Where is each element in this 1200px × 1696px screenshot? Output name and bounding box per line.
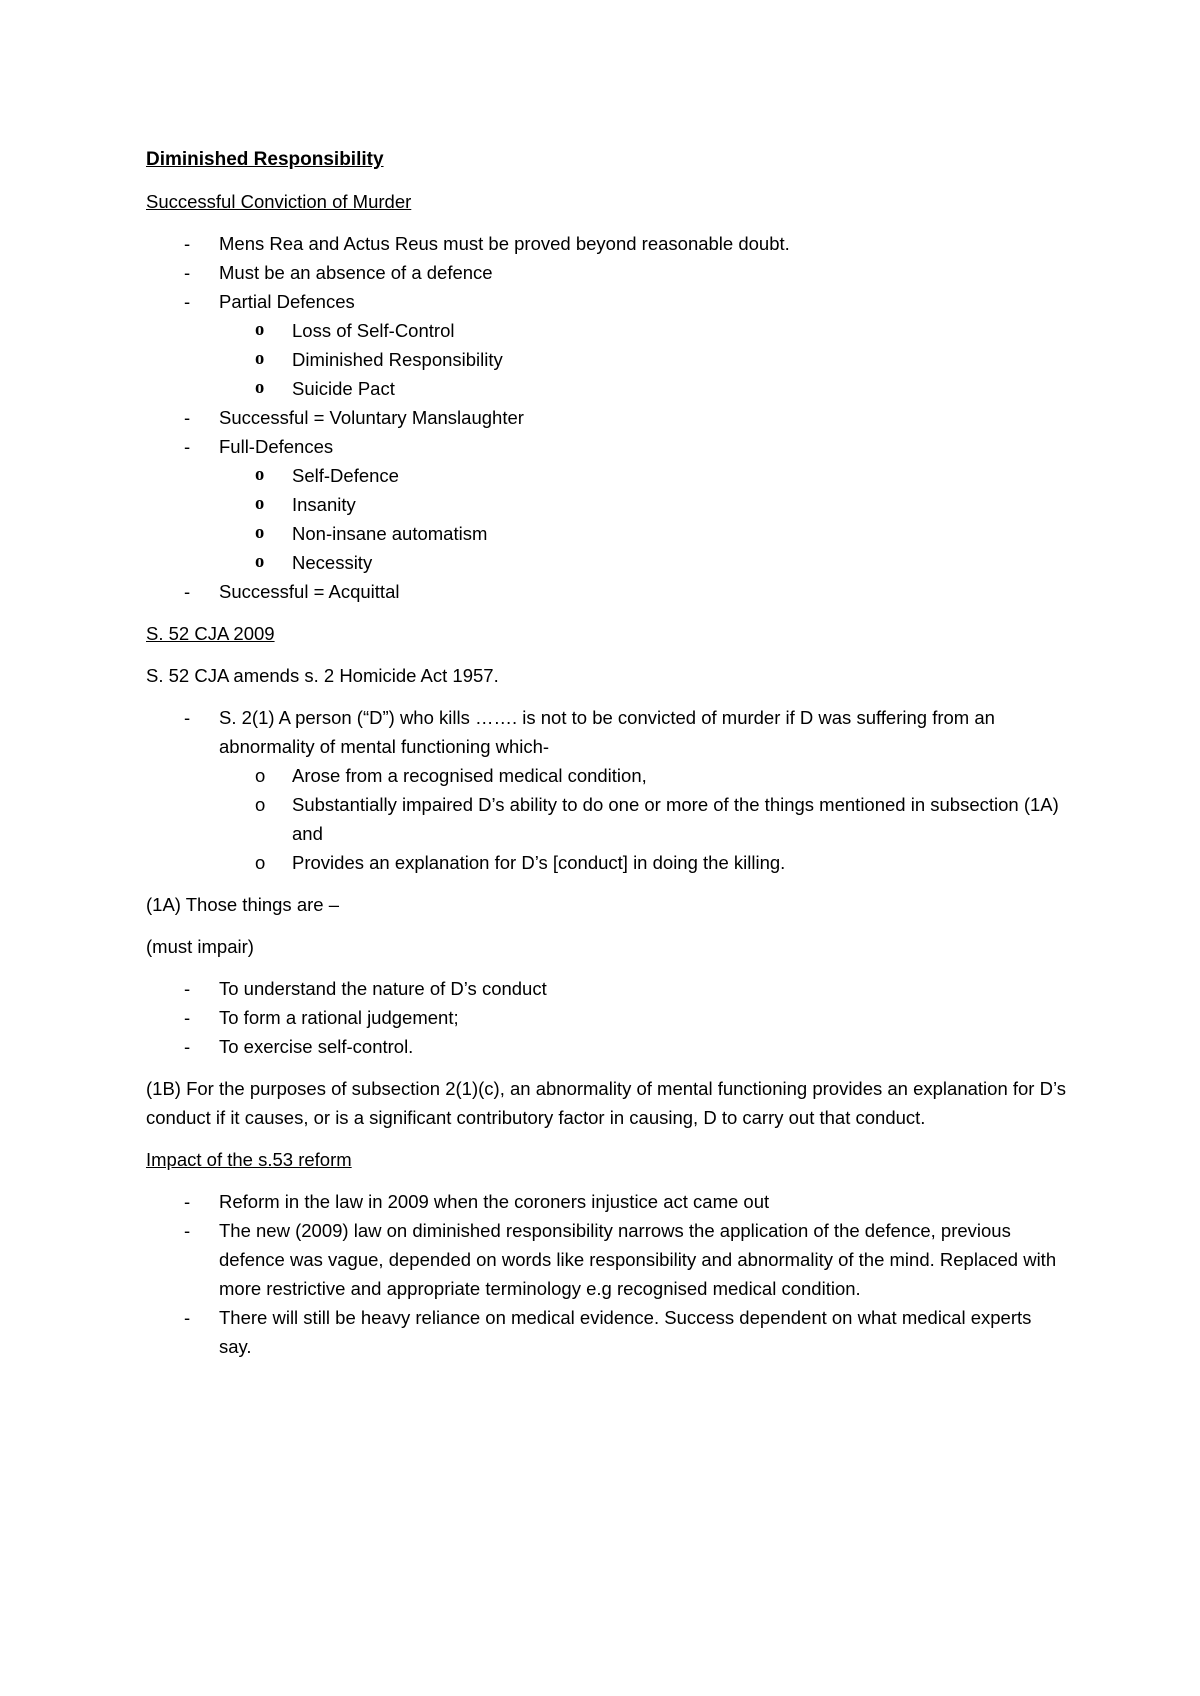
circle-bullet: o <box>255 320 265 340</box>
must-impair-text: (must impair) <box>146 936 254 957</box>
dash-bullet: - <box>184 707 191 728</box>
circle-bullet: o <box>255 465 265 485</box>
list-item <box>146 577 1066 606</box>
list-item <box>146 703 1066 877</box>
dash-bullet: - <box>184 1036 191 1057</box>
circle-bullet: o <box>255 378 265 398</box>
dash-bullet: - <box>184 1007 191 1028</box>
conditions-list <box>219 761 1066 877</box>
circle-bullet: o <box>255 794 266 815</box>
sub-list-item <box>219 490 1066 519</box>
list-item-text: To exercise self-control. <box>219 1036 414 1057</box>
list-item <box>146 403 1066 432</box>
dash-bullet: - <box>184 1307 191 1328</box>
document-title: Diminished Responsibility <box>146 149 384 170</box>
sub-list-item-text: Non-insane automatism <box>292 523 488 544</box>
sub-list-item <box>219 848 1066 877</box>
sub-list-item <box>219 519 1066 548</box>
list-item-text: The new (2009) law on diminished responsibility narrows the application of the defence, previous defence was vague, depended on words like responsibility and abnormality of the mind. Replaced with more restrictive and appropriate terminology e.g recognised medical condition. <box>219 1220 1057 1299</box>
dash-bullet: - <box>184 581 191 602</box>
list-item <box>146 1216 1066 1303</box>
sub-list-item-text: Loss of Self-Control <box>292 320 455 341</box>
dash-bullet: - <box>184 407 191 428</box>
list-item <box>146 1032 1066 1061</box>
sub-list-item <box>219 790 1066 848</box>
s52-intro: S. 52 CJA amends s. 2 Homicide Act 1957. <box>146 665 499 686</box>
s1b-text: (1B) For the purposes of subsection 2(1)(c), an abnormality of mental functioning provides an explanation for D’s conduct if it causes, or is a significant contributory factor in causing, D to carry out that conduct. <box>146 1078 1066 1128</box>
list-item-text: S. 2(1) A person (“D”) who kills ……. is not to be convicted of murder if D was suffering from an abnormality of mental functioning which- <box>219 707 995 757</box>
list-item-text: To understand the nature of D’s conduct <box>219 978 547 999</box>
list-item <box>146 258 1066 287</box>
list-item <box>146 1303 1066 1361</box>
list-item <box>146 287 1066 403</box>
circle-bullet: o <box>255 552 265 572</box>
list-item <box>146 229 1066 258</box>
section-heading-conviction: Successful Conviction of Murder <box>146 191 412 212</box>
list-item-text: To form a rational judgement; <box>219 1007 459 1028</box>
dash-bullet: - <box>184 436 191 457</box>
conviction-list <box>146 229 1066 606</box>
sub-list-item-text: Diminished Responsibility <box>292 349 503 370</box>
circle-bullet: o <box>255 494 265 514</box>
s1a-text: (1A) Those things are – <box>146 894 339 915</box>
dash-bullet: - <box>184 233 191 254</box>
document-page <box>146 145 1066 1374</box>
sub-list-item-text: Arose from a recognised medical condition, <box>292 765 647 786</box>
sub-list-item <box>219 374 1066 403</box>
section-heading-impact: Impact of the s.53 reform <box>146 1149 352 1170</box>
list-item-text: Successful = Acquittal <box>219 581 400 602</box>
list-item-text: There will still be heavy reliance on medical evidence. Success dependent on what medical experts say. <box>219 1307 1032 1357</box>
list-item-text: Must be an absence of a defence <box>219 262 493 283</box>
sub-list-item-text: Provides an explanation for D’s [conduct] in doing the killing. <box>292 852 786 873</box>
section-heading-s52: S. 52 CJA 2009 <box>146 623 275 644</box>
sub-list-item-text: Insanity <box>292 494 356 515</box>
sub-list-item <box>219 548 1066 577</box>
sub-list-item <box>219 316 1066 345</box>
list-item <box>146 1003 1066 1032</box>
sub-list-item <box>219 461 1066 490</box>
circle-bullet: o <box>255 349 265 369</box>
dash-bullet: - <box>184 291 191 312</box>
circle-bullet: o <box>255 765 266 786</box>
things-list <box>146 974 1066 1061</box>
sub-list-item <box>219 761 1066 790</box>
list-item-text: Full-Defences <box>219 436 334 457</box>
list-item-text: Mens Rea and Actus Reus must be proved beyond reasonable doubt. <box>219 233 790 254</box>
sub-list-item-text: Suicide Pact <box>292 378 395 399</box>
impact-list <box>146 1187 1066 1361</box>
list-item-text: Reform in the law in 2009 when the coroners injustice act came out <box>219 1191 770 1212</box>
list-item-text: Partial Defences <box>219 291 355 312</box>
sub-list-item <box>219 345 1066 374</box>
dash-bullet: - <box>184 1191 191 1212</box>
sub-list-item-text: Self-Defence <box>292 465 399 486</box>
s21-list <box>146 703 1066 877</box>
list-item-text: Successful = Voluntary Manslaughter <box>219 407 524 428</box>
list-item <box>146 974 1066 1003</box>
sub-list-item-text: Substantially impaired D’s ability to do one or more of the things mentioned in subsection (1A) and <box>292 794 1059 844</box>
dash-bullet: - <box>184 262 191 283</box>
full-defences-list <box>219 461 1066 577</box>
circle-bullet: o <box>255 852 266 873</box>
list-item <box>146 1187 1066 1216</box>
partial-defences-list <box>219 316 1066 403</box>
circle-bullet: o <box>255 523 265 543</box>
dash-bullet: - <box>184 1220 191 1241</box>
sub-list-item-text: Necessity <box>292 552 373 573</box>
dash-bullet: - <box>184 978 191 999</box>
list-item <box>146 432 1066 577</box>
